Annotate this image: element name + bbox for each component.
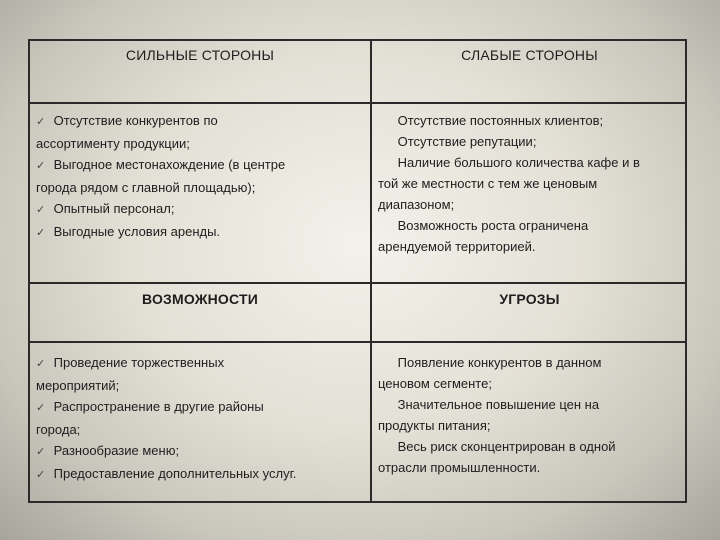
list-item-line [36, 419, 366, 440]
list-item-line [378, 415, 683, 436]
list-item-text: диапазоном; [378, 197, 455, 212]
row-divider [30, 341, 685, 343]
list-item-text: Появление конкурентов в данном [397, 355, 602, 370]
list-item-text: Предоставление дополнительных услуг. [53, 466, 297, 481]
row-divider [30, 102, 685, 104]
list-item-line [378, 152, 683, 173]
list-item-text: Проведение торжественных [53, 355, 225, 370]
list-item-line [378, 110, 683, 131]
list-item-text: ассортименту продукции; [36, 136, 190, 151]
list-item-text: Возможность роста ограничена [397, 218, 589, 233]
list-item-text: Отсутствие постоянных клиентов; [397, 113, 604, 128]
list-item-line [36, 154, 366, 177]
list-item-text: Наличие большого количества кафе и в [397, 155, 640, 170]
opportunities-list [36, 352, 366, 486]
list-item-line [378, 436, 683, 457]
list-item-line [36, 440, 366, 463]
check-icon: ✓ [36, 227, 46, 239]
check-icon: ✓ [36, 446, 46, 458]
list-item-text: Выгодное местонахождение (в центре [53, 157, 286, 172]
swot-table [28, 39, 687, 503]
list-item-text: города; [36, 422, 81, 437]
list-item-text: Отсутствие репутации; [397, 134, 537, 149]
list-item-text: Отсутствие конкурентов по [53, 113, 218, 128]
strengths-title: СИЛЬНЫЕ СТОРОНЫ [125, 47, 275, 63]
row-divider [30, 282, 685, 284]
list-item-text: Выгодные условия аренды. [53, 224, 221, 239]
list-item-line [36, 133, 366, 154]
check-icon: ✓ [36, 116, 46, 128]
list-item-text: арендуемой территорией. [378, 239, 536, 254]
list-item-line [378, 457, 683, 478]
list-item-text: той же местности с тем же ценовым [378, 176, 598, 191]
list-item-text: Опытный персонал; [53, 201, 175, 216]
list-item-line [378, 352, 683, 373]
list-item-line [36, 221, 366, 244]
column-divider [370, 41, 372, 501]
opportunities-title: ВОЗМОЖНОСТИ [141, 291, 259, 307]
threats-title: УГРОЗЫ [499, 291, 560, 307]
check-icon: ✓ [36, 358, 46, 370]
list-item-line [378, 394, 683, 415]
list-item-text: Разнообразие меню; [53, 443, 180, 458]
list-item-line [378, 173, 683, 194]
list-item-text: города рядом с главной площадью); [36, 180, 256, 195]
list-item-text: мероприятий; [36, 378, 120, 393]
list-item-text: отрасли промышленности. [378, 460, 541, 475]
strengths-list [36, 110, 366, 244]
list-item-line [378, 236, 683, 257]
list-item-line [378, 194, 683, 215]
check-icon: ✓ [36, 204, 46, 216]
weaknesses-list [378, 110, 683, 257]
list-item-line [378, 131, 683, 152]
list-item-line [378, 373, 683, 394]
list-item-line [36, 177, 366, 198]
weaknesses-title: СЛАБЫЕ СТОРОНЫ [461, 47, 598, 63]
list-item-line [36, 463, 366, 486]
list-item-line [36, 110, 366, 133]
threats-list [378, 352, 683, 478]
list-item-text: Распространение в другие районы [53, 399, 264, 414]
list-item-text: ценовом сегменте; [378, 376, 492, 391]
list-item-text: Значительное повышение цен на [397, 397, 600, 412]
check-icon: ✓ [36, 469, 46, 481]
list-item-line [378, 215, 683, 236]
list-item-line [36, 375, 366, 396]
list-item-line [36, 352, 366, 375]
check-icon: ✓ [36, 160, 46, 172]
list-item-text: продукты питания; [378, 418, 491, 433]
list-item-line [36, 198, 366, 221]
check-icon: ✓ [36, 402, 46, 414]
list-item-line [36, 396, 366, 419]
list-item-text: Весь риск сконцентрирован в одной [397, 439, 616, 454]
